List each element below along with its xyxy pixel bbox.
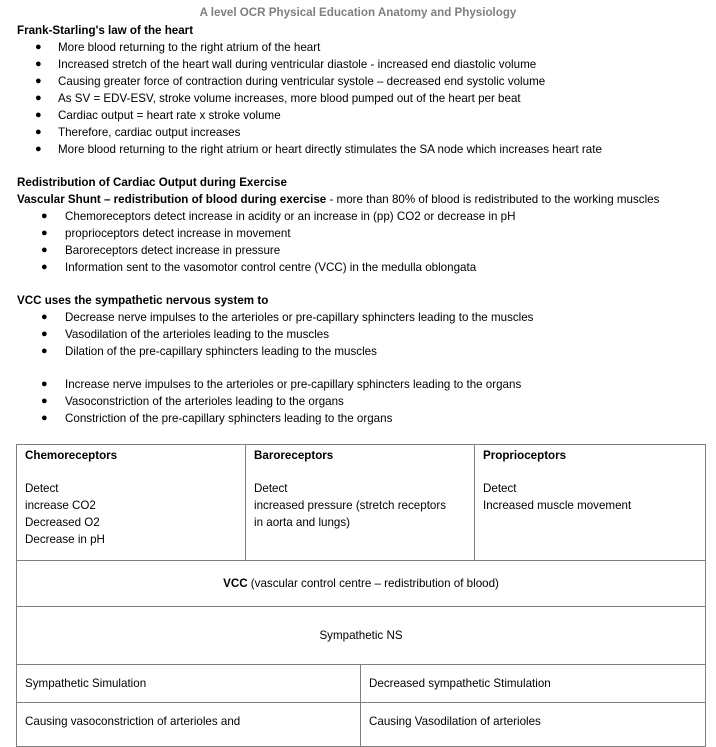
bullet-icon: ● <box>41 261 48 273</box>
bullet-icon: ● <box>35 109 42 121</box>
left-stimulation-cell <box>17 665 361 703</box>
table-row <box>17 665 706 703</box>
frank-starling-list <box>17 39 712 158</box>
vcc-title: VCC uses the sympathetic nervous system to <box>17 294 269 307</box>
table-row <box>17 607 706 665</box>
stimulation-table <box>16 664 706 747</box>
list-item: ● More blood returning to the right atrium of the heart <box>35 41 321 54</box>
cell-line: Increased muscle movement <box>483 499 632 512</box>
cell-line: Decrease in pH <box>25 533 105 546</box>
vascular-shunt-text: - more than 80% of blood is redistributed to the working muscles <box>326 193 660 206</box>
list-item: ● As SV = EDV-ESV, stroke volume increases, more blood pumped out of the heart per beat <box>35 92 521 105</box>
bullet-icon: ● <box>35 126 42 138</box>
list-item: ● Causing greater force of contraction during ventricular systole – decreased end systolic volume <box>35 75 546 88</box>
bullet-icon: ● <box>41 328 48 340</box>
list-item: ● Vasodilation of the arterioles leading to the muscles <box>41 328 330 341</box>
baroreceptors-cell <box>246 445 475 561</box>
cell-line: in aorta and lungs) <box>254 516 351 529</box>
frank-starling-section <box>17 22 712 158</box>
cell-line: Detect <box>254 482 288 495</box>
chemoreceptors-cell <box>17 445 246 561</box>
bullet-icon: ● <box>41 395 48 407</box>
vcc-muscle-list <box>17 309 712 360</box>
shunt-list <box>17 208 712 276</box>
right-cause-text: Causing Vasodilation of arterioles <box>369 715 541 728</box>
left-cause-text: Causing vasoconstriction of arterioles and <box>25 715 241 728</box>
list-item: ● Increased stretch of the heart wall during ventricular diastole - increased end diastolic volume <box>35 58 537 71</box>
table-row <box>17 703 706 747</box>
sympathetic-ns-label: Sympathetic NS <box>319 629 403 642</box>
list-item: ● Baroreceptors detect increase in pressure <box>41 244 281 257</box>
bullet-icon: ● <box>35 58 42 70</box>
redistribution-title: Redistribution of Cardiac Output during Exercise <box>17 176 287 189</box>
vcc-label: VCC <box>223 577 248 590</box>
bullet-icon: ● <box>35 143 42 155</box>
vcc-cell <box>17 561 706 607</box>
receptor-table <box>16 444 706 665</box>
cell-line: Decreased O2 <box>25 516 100 529</box>
list-item: ● Decrease nerve impulses to the arterioles or pre-capillary sphincters leading to the muscles <box>41 311 534 324</box>
frank-starling-title: Frank-Starling's law of the heart <box>17 24 194 37</box>
vcc-section <box>17 292 712 427</box>
list-item: ● Cardiac output = heart rate x stroke volume <box>35 109 281 122</box>
list-item: ● More blood returning to the right atrium or heart directly stimulates the SA node which increases heart rate <box>35 143 602 156</box>
vascular-shunt-heading: Vascular Shunt – redistribution of blood during exercise <box>17 193 327 206</box>
list-item: ● Increase nerve impulses to the arterioles or pre-capillary sphincters leading to the organs <box>41 378 522 391</box>
left-cause-cell <box>17 703 361 747</box>
list-item: ● Constriction of the pre-capillary sphincters leading to the organs <box>41 412 393 425</box>
bullet-icon: ● <box>41 345 48 357</box>
bullet-icon: ● <box>41 210 48 222</box>
bullet-icon: ● <box>41 244 48 256</box>
cell-line: Detect <box>483 482 517 495</box>
bullet-icon: ● <box>35 75 42 87</box>
cell-line: increased pressure (stretch receptors <box>254 499 447 512</box>
right-stimulation-text: Decreased sympathetic Stimulation <box>369 677 551 690</box>
list-item: ● Therefore, cardiac output increases <box>35 126 241 139</box>
cell-line: increase CO2 <box>25 499 96 512</box>
redistribution-section <box>17 174 712 276</box>
chemoreceptors-title: Chemoreceptors <box>25 449 118 462</box>
left-stimulation-text: Sympathetic Simulation <box>25 677 147 690</box>
list-item: ● Chemoreceptors detect increase in acidity or an increase in (pp) CO2 or decrease in pH <box>41 210 516 223</box>
bullet-icon: ● <box>41 311 48 323</box>
list-item: ● Vasoconstriction of the arterioles leading to the organs <box>41 395 344 408</box>
bullet-icon: ● <box>35 92 42 104</box>
baroreceptors-title: Baroreceptors <box>254 449 334 462</box>
list-item: ● Information sent to the vasomotor control centre (VCC) in the medulla oblongata <box>41 261 477 274</box>
page-header: A level OCR Physical Education Anatomy and Physiology <box>199 6 517 19</box>
vcc-description: (vascular control centre – redistribution of blood) <box>247 577 499 590</box>
right-cause-cell <box>361 703 706 747</box>
bullet-icon: ● <box>41 412 48 424</box>
sympathetic-ns-cell <box>17 607 706 665</box>
list-item: ● Dilation of the pre-capillary sphincters leading to the muscles <box>41 345 377 358</box>
bullet-icon: ● <box>41 378 48 390</box>
proprioceptors-title: Proprioceptors <box>483 449 567 462</box>
vascular-shunt-line <box>17 191 712 208</box>
cell-line: Detect <box>25 482 59 495</box>
right-stimulation-cell <box>361 665 706 703</box>
vcc-organ-list <box>17 376 712 427</box>
table-row <box>17 445 706 561</box>
table-row <box>17 561 706 607</box>
proprioceptors-cell <box>475 445 706 561</box>
bullet-icon: ● <box>35 41 42 53</box>
bullet-icon: ● <box>41 227 48 239</box>
list-item: ● proprioceptors detect increase in movement <box>41 227 291 240</box>
